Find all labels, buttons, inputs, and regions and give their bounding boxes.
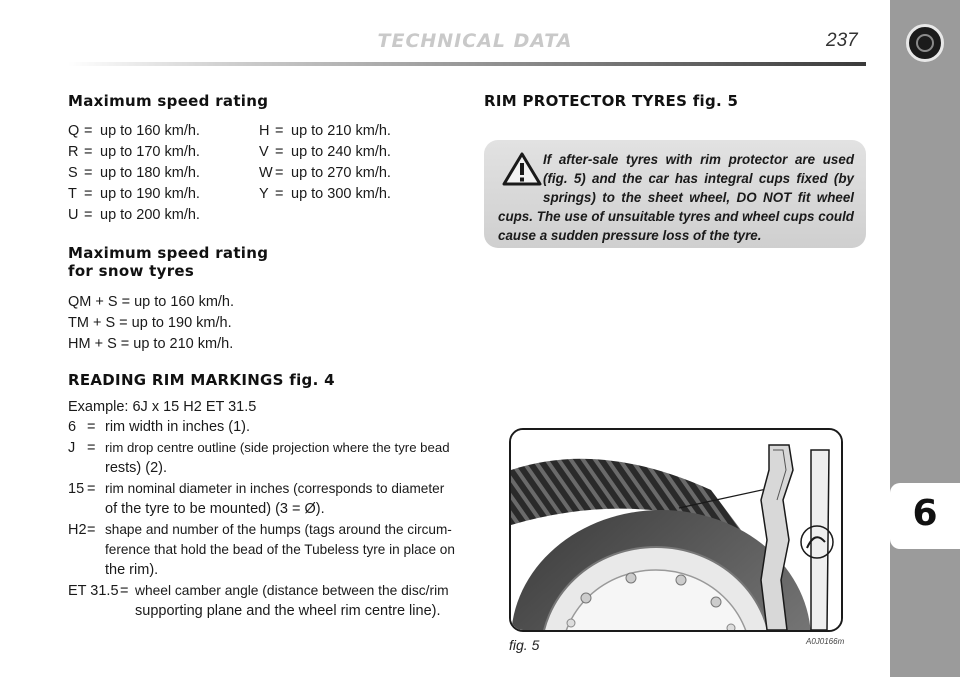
rating-eq: = [275,123,284,139]
rating-code: U [68,207,79,223]
brand-logo-icon [906,24,944,62]
page-number: 237 [826,30,858,51]
rating-code: W [259,165,273,181]
rating-eq: = [275,144,284,160]
rating-value: up to 180 km/h. [100,165,200,181]
rim-item-label: 6 [68,419,77,435]
rating-eq: = [275,165,284,181]
rating-value: up to 190 km/h. [100,186,200,202]
rating-eq: = [84,144,93,160]
snow-rating-line: QM + S = up to 160 km/h. [68,294,235,310]
rating-eq: = [275,186,284,202]
rim-item-label: 15 [68,481,85,497]
snow-rating-heading [68,244,268,280]
rim-item-desc: rim drop centre outline (side projection where the tyre bead [105,440,450,455]
rating-eq: = [84,186,93,202]
rim-item-label: J [68,440,76,456]
warning-box [484,140,866,248]
rating-value: up to 160 km/h. [100,123,200,139]
rim-item-desc: supporting plane and the wheel rim centre line). [135,603,441,619]
chapter-tab[interactable] [890,483,960,549]
rim-protector-heading: RIM PROTECTOR TYRES fig. 5 [484,92,739,110]
rating-code: T [68,186,77,202]
tyre-rim-drawing [511,430,841,630]
rating-value: up to 300 km/h. [291,186,391,202]
rim-item-eq: = [87,522,96,538]
rim-item-desc: wheel camber angle (distance between the disc/rim [135,583,449,598]
rim-item-label: ET 31.5 [68,583,119,599]
rating-eq: = [84,207,93,223]
speed-rating-heading: Maximum speed rating [68,92,269,110]
rating-code: S [68,165,78,181]
rim-item-desc: ference that hold the bead of the Tubeless tyre in place on [105,542,455,557]
figure-code: A0J0166m [806,637,845,646]
rating-value: up to 200 km/h. [100,207,200,223]
rating-value: up to 240 km/h. [291,144,391,160]
rating-eq: = [84,165,93,181]
rim-item-desc: the rim). [105,562,159,578]
rim-item-desc: rim width in inches (1). [105,419,251,435]
rim-item-desc: shape and number of the humps (tags around the circum- [105,522,452,537]
rim-markings-heading: READING RIM MARKINGS fig. 4 [68,371,335,389]
rating-value: up to 170 km/h. [100,144,200,160]
rating-code: V [259,144,269,160]
rating-code: Q [68,123,80,139]
rim-item-label: H2 [68,522,87,538]
rating-code: H [259,123,270,139]
snow-heading-line1: Maximum speed rating [68,244,269,262]
warning-text: If after-sale tyres with rim protector are used (fig. 5) and the car has integral cups fixed (by springs) to the sheet wheel, DO NOT fit wheel cups. The use of unsuitable tyres and wheel cups could cause a sudden pressure loss of the tyre. [498,152,854,243]
header-rule [68,62,866,66]
rim-item-desc: rests) (2). [105,460,168,476]
rim-item-eq: = [87,440,96,456]
rim-item-desc: rim nominal diameter in inches (corresponds to diameter [105,481,445,496]
snow-rating-line: HM + S = up to 210 km/h. [68,336,234,352]
rim-example: Example: 6J x 15 H2 ET 31.5 [68,399,257,415]
rim-item-eq: = [87,419,96,435]
chapter-sidebar [890,0,960,677]
section-title: TECHNICAL DATA [377,30,573,52]
rim-item-eq: = [87,481,96,497]
figure-label: fig. 5 [509,637,540,653]
rating-value: up to 210 km/h. [291,123,391,139]
snow-rating-line: TM + S = up to 190 km/h. [68,315,232,331]
rating-eq: = [84,123,93,139]
snow-heading-line2: for snow tyres [68,262,195,280]
rim-item-eq: = [120,583,129,599]
rating-value: up to 270 km/h. [291,165,391,181]
rating-code: Y [259,186,269,202]
rating-code: R [68,144,79,160]
rim-item-desc: of the tyre to be mounted) (3 = Ø). [105,501,325,517]
chapter-number: 6 [912,493,938,534]
figure-5-illustration [509,428,843,632]
